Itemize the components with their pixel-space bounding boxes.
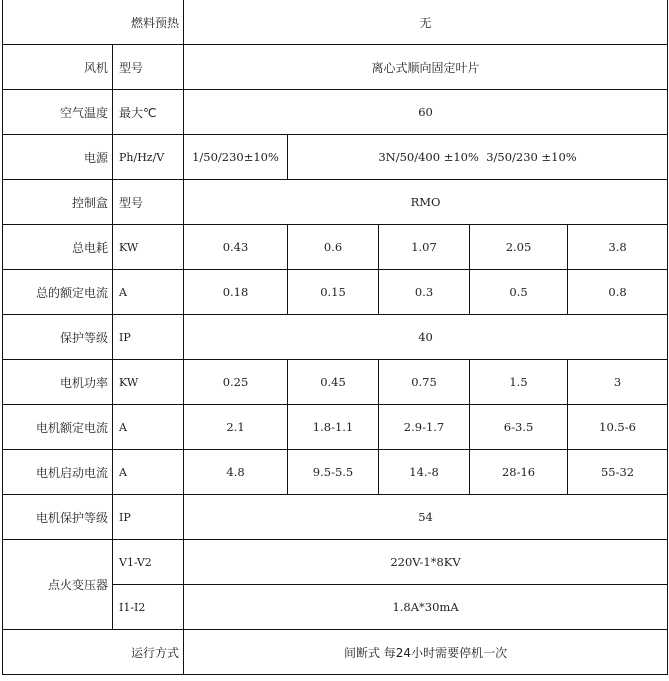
row-motor-protection-class [3, 495, 668, 540]
cell-motor-power: 0.75 [379, 360, 470, 405]
cell-motor-rated-current: 1.8-1.1 [288, 405, 379, 450]
value-operation-mode: 间断式 每24小时需要停机一次 [184, 630, 668, 675]
cell-total-power: 2.05 [470, 225, 568, 270]
row-air-temperature [3, 90, 668, 135]
cell-motor-rated-current: 10.5-6 [568, 405, 668, 450]
row-total-power [3, 225, 668, 270]
cell-motor-start-current: 55-32 [568, 450, 668, 495]
value-motor-protection-class: 54 [184, 495, 668, 540]
label-total-power: 总电耗 [3, 225, 113, 270]
label-operation-mode: 运行方式 [3, 630, 184, 675]
cell-motor-power: 3 [568, 360, 668, 405]
cell-total-rated-current: 0.3 [379, 270, 470, 315]
unit-air-temperature: 最大℃ [113, 90, 184, 135]
label-protection-class: 保护等级 [3, 315, 113, 360]
row-motor-start-current [3, 450, 668, 495]
label-total-rated-current: 总的额定电流 [3, 270, 113, 315]
row-ignition-transformer-voltage [3, 540, 668, 585]
label-fuel-preheat: 燃料预热 [3, 0, 184, 45]
label-motor-start-current: 电机启动电流 [3, 450, 113, 495]
value-control-box: RMO [184, 180, 668, 225]
cell-total-power: 3.8 [568, 225, 668, 270]
spec-table [2, 0, 668, 675]
row-fan [3, 45, 668, 90]
label-motor-power: 电机功率 [3, 360, 113, 405]
cell-total-power: 0.6 [288, 225, 379, 270]
unit-total-power: KW [113, 225, 184, 270]
cell-total-rated-current: 0.8 [568, 270, 668, 315]
cell-motor-start-current: 9.5-5.5 [288, 450, 379, 495]
label-power-supply: 电源 [3, 135, 113, 180]
cell-motor-start-current: 28-16 [470, 450, 568, 495]
label-control-box: 控制盒 [3, 180, 113, 225]
value-ignition-voltage: 220V-1*8KV [184, 540, 668, 585]
label-fan: 风机 [3, 45, 113, 90]
unit-motor-protection-class: IP [113, 495, 184, 540]
unit-power-supply: Ph/Hz/V [113, 135, 184, 180]
row-protection-class [3, 315, 668, 360]
cell-total-power: 0.43 [184, 225, 288, 270]
value-ignition-current: 1.8A*30mA [184, 585, 668, 630]
cell-total-power: 1.07 [379, 225, 470, 270]
unit-ignition-voltage: V1-V2 [113, 540, 184, 585]
unit-control-box: 型号 [113, 180, 184, 225]
unit-motor-power: KW [113, 360, 184, 405]
cell-total-rated-current: 0.5 [470, 270, 568, 315]
row-motor-rated-current [3, 405, 668, 450]
row-power-supply [3, 135, 668, 180]
row-control-box [3, 180, 668, 225]
cell-motor-rated-current: 2.9-1.7 [379, 405, 470, 450]
cell-motor-rated-current: 2.1 [184, 405, 288, 450]
row-fuel-preheat [3, 0, 668, 45]
value-power-supply-single: 1/50/230±10% [184, 135, 288, 180]
label-motor-rated-current: 电机额定电流 [3, 405, 113, 450]
value-fuel-preheat: 无 [184, 0, 668, 45]
row-operation-mode [3, 630, 668, 675]
cell-total-rated-current: 0.18 [184, 270, 288, 315]
value-air-temperature: 60 [184, 90, 668, 135]
label-air-temperature: 空气温度 [3, 90, 113, 135]
unit-motor-rated-current: A [113, 405, 184, 450]
row-motor-power [3, 360, 668, 405]
unit-ignition-current: I1-I2 [113, 585, 184, 630]
label-ignition-transformer: 点火变压器 [3, 540, 113, 630]
value-power-supply-three: 3N/50/400 ±10% 3/50/230 ±10% [288, 135, 668, 180]
cell-motor-power: 0.25 [184, 360, 288, 405]
row-total-rated-current [3, 270, 668, 315]
unit-motor-start-current: A [113, 450, 184, 495]
unit-protection-class: IP [113, 315, 184, 360]
cell-motor-start-current: 4.8 [184, 450, 288, 495]
value-fan: 离心式顺向固定叶片 [184, 45, 668, 90]
cell-total-rated-current: 0.15 [288, 270, 379, 315]
cell-motor-rated-current: 6-3.5 [470, 405, 568, 450]
unit-total-rated-current: A [113, 270, 184, 315]
label-motor-protection-class: 电机保护等级 [3, 495, 113, 540]
cell-motor-start-current: 14.-8 [379, 450, 470, 495]
cell-motor-power: 0.45 [288, 360, 379, 405]
cell-motor-power: 1.5 [470, 360, 568, 405]
unit-fan: 型号 [113, 45, 184, 90]
value-protection-class: 40 [184, 315, 668, 360]
